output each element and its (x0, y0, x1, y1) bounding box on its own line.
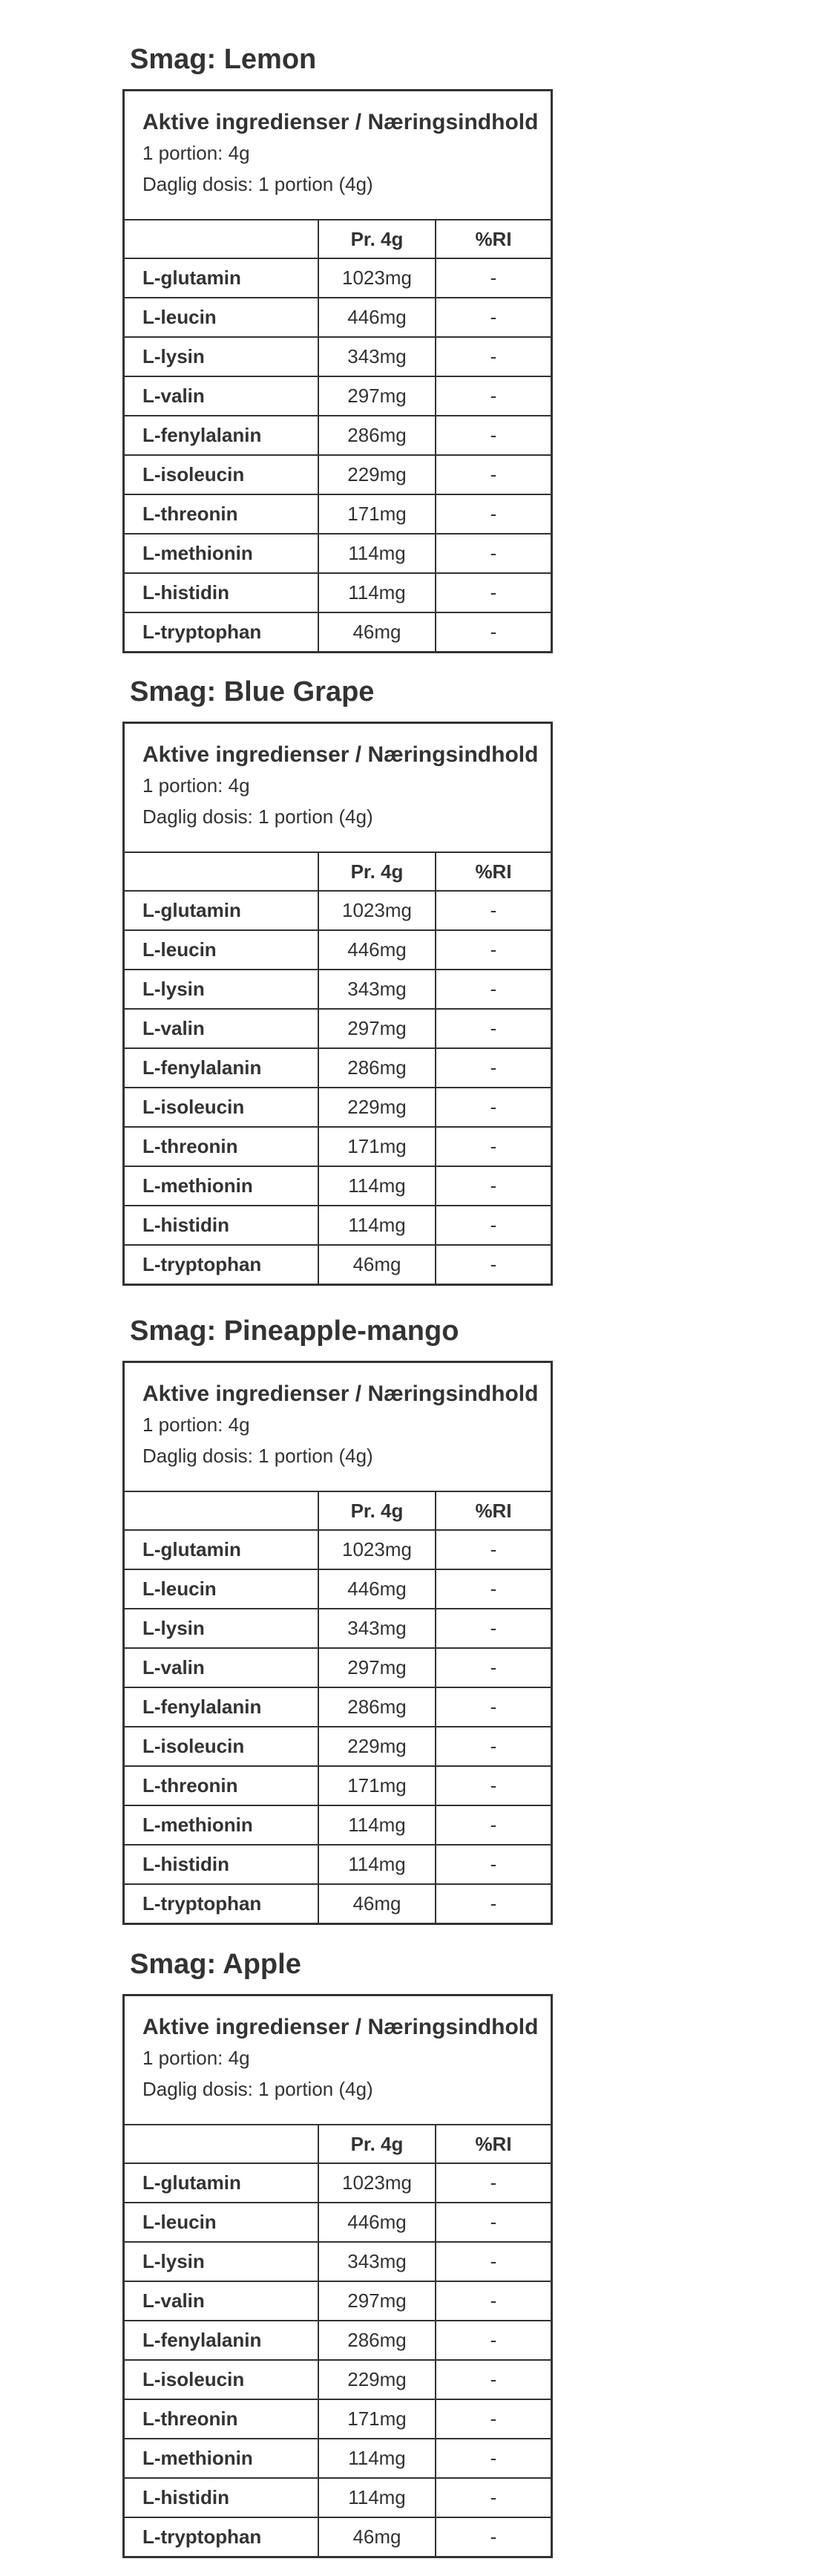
ingredient-ri: - (490, 1578, 497, 1600)
table-row (125, 572, 551, 612)
ingredient-ri: - (490, 2250, 497, 2272)
table-header (125, 724, 551, 851)
ingredient-ri: - (490, 1056, 497, 1079)
column-header-ri: %RI (475, 1499, 512, 1522)
table-row (125, 1687, 551, 1726)
table-row (125, 2359, 551, 2399)
ingredient-ri: - (490, 306, 497, 328)
ingredient-ri: - (490, 503, 497, 525)
table-row (125, 1805, 551, 1844)
table-row (125, 1765, 551, 1805)
ingredient-amount: 171mg (319, 1128, 436, 1166)
ingredient-name: L-lysin (125, 970, 319, 1008)
ingredient-name: L-leucin (125, 1570, 319, 1608)
ingredient-amount: 46mg (319, 1885, 436, 1923)
ingredient-ri: - (490, 2486, 497, 2508)
daily-dose: Daglig dosis: 1 portion (4g) (142, 2078, 373, 2100)
ingredient-amount: 1023mg (319, 892, 436, 929)
ingredient-name: L-threonin (125, 2400, 319, 2438)
table-header (125, 1996, 551, 2124)
table-header (125, 1363, 551, 1491)
table-row (125, 890, 551, 929)
table-heading: Aktive ingredienser / Næringsindhold (142, 1382, 539, 1406)
ingredient-ri: - (490, 1735, 497, 1757)
table-row (125, 2477, 551, 2517)
table-row (125, 612, 551, 651)
table-row (125, 1647, 551, 1687)
nutrition-table (122, 722, 553, 1286)
ingredient-amount: 1023mg (319, 259, 436, 297)
ingredient-name: L-methionin (125, 2439, 319, 2477)
ingredient-amount: 446mg (319, 298, 436, 336)
ingredient-ri: - (490, 2526, 497, 2548)
ingredient-ri: - (490, 2289, 497, 2312)
ingredient-amount: 114mg (319, 1206, 436, 1244)
ingredient-ri: - (490, 581, 497, 604)
column-header-name (125, 2125, 319, 2163)
ingredient-name: L-histidin (125, 1206, 319, 1244)
flavor-title: Smag: Lemon (130, 44, 317, 75)
ingredient-amount: 229mg (319, 1727, 436, 1765)
table-row (125, 1726, 551, 1765)
table-row (125, 2320, 551, 2359)
column-header-name (125, 853, 319, 890)
table-row (125, 929, 551, 969)
ingredient-amount: 46mg (319, 2518, 436, 2556)
table-row (125, 1844, 551, 1883)
ingredient-amount: 297mg (319, 1010, 436, 1047)
ingredient-amount: 297mg (319, 2282, 436, 2320)
ingredient-amount: 286mg (319, 1049, 436, 1087)
table-row (125, 1608, 551, 1647)
column-header-amount: Pr. 4g (319, 220, 436, 258)
ingredient-name: L-glutamin (125, 892, 319, 929)
ingredient-name: L-isoleucin (125, 456, 319, 494)
table-row (125, 376, 551, 415)
ingredient-amount: 229mg (319, 456, 436, 494)
ingredient-name: L-lysin (125, 338, 319, 376)
ingredient-ri: - (490, 1617, 497, 1639)
table-row (125, 1244, 551, 1284)
table-heading: Aktive ingredienser / Næringsindhold (142, 2015, 539, 2039)
ingredient-ri: - (490, 1656, 497, 1678)
column-header-name (125, 1492, 319, 1529)
ingredient-name: L-methionin (125, 1167, 319, 1205)
ingredient-name: L-tryptophan (125, 613, 319, 651)
nutrition-table (122, 1994, 553, 2558)
table-row (125, 1047, 551, 1087)
ingredient-name: L-leucin (125, 2203, 319, 2241)
ingredient-amount: 286mg (319, 1688, 436, 1726)
ingredient-name: L-tryptophan (125, 1246, 319, 1284)
table-row (125, 2241, 551, 2281)
ingredient-ri: - (490, 2447, 497, 2469)
ingredient-ri: - (490, 1174, 497, 1197)
ingredient-ri: - (490, 1814, 497, 1836)
ingredient-ri: - (490, 1096, 497, 1118)
ingredient-amount: 171mg (319, 2400, 436, 2438)
ingredient-amount: 114mg (319, 1846, 436, 1883)
ingredient-name: L-methionin (125, 535, 319, 572)
ingredient-ri: - (490, 1853, 497, 1875)
ingredient-ri: - (490, 1253, 497, 1275)
ingredient-ri: - (490, 899, 497, 921)
ingredient-name: L-leucin (125, 298, 319, 336)
ingredient-name: L-leucin (125, 931, 319, 969)
ingredient-amount: 297mg (319, 1649, 436, 1687)
ingredient-ri: - (490, 1774, 497, 1797)
table-row (125, 2163, 551, 2202)
ingredient-amount: 343mg (319, 2243, 436, 2281)
table-row (125, 2399, 551, 2438)
flavor-title: Smag: Blue Grape (130, 676, 375, 707)
column-header-amount: Pr. 4g (319, 853, 436, 890)
ingredient-ri: - (490, 345, 497, 367)
portion-size: 1 portion: 4g (142, 1413, 250, 1436)
ingredient-ri: - (490, 1214, 497, 1236)
table-row (125, 1008, 551, 1047)
ingredient-name: L-threonin (125, 1767, 319, 1805)
ingredient-name: L-lysin (125, 1609, 319, 1647)
ingredient-ri: - (490, 2211, 497, 2233)
daily-dose: Daglig dosis: 1 portion (4g) (142, 805, 373, 828)
ingredient-amount: 343mg (319, 970, 436, 1008)
table-row (125, 1205, 551, 1244)
column-header-amount: Pr. 4g (319, 1492, 436, 1529)
column-header-ri: %RI (475, 2132, 512, 2155)
ingredient-name: L-methionin (125, 1806, 319, 1844)
table-heading: Aktive ingredienser / Næringsindhold (142, 742, 539, 767)
ingredient-name: L-valin (125, 1649, 319, 1687)
table-row (125, 297, 551, 336)
ingredient-name: L-fenylalanin (125, 1688, 319, 1726)
flavor-title: Smag: Pineapple-mango (130, 1315, 459, 1347)
ingredient-name: L-threonin (125, 1128, 319, 1166)
ingredient-name: L-isoleucin (125, 2361, 319, 2399)
daily-dose: Daglig dosis: 1 portion (4g) (142, 173, 373, 195)
ingredient-ri: - (490, 385, 497, 407)
ingredient-name: L-tryptophan (125, 2518, 319, 2556)
daily-dose: Daglig dosis: 1 portion (4g) (142, 1445, 373, 1467)
table-row (125, 1087, 551, 1126)
table-row (125, 2281, 551, 2320)
ingredient-name: L-glutamin (125, 2164, 319, 2202)
ingredient-ri: - (490, 542, 497, 564)
nutrition-table (122, 89, 553, 653)
portion-size: 1 portion: 4g (142, 774, 250, 797)
nutrition-table (122, 1361, 553, 1925)
ingredient-amount: 343mg (319, 338, 436, 376)
table-row (125, 1529, 551, 1569)
ingredient-amount: 114mg (319, 1806, 436, 1844)
ingredient-ri: - (490, 1538, 497, 1560)
ingredient-amount: 46mg (319, 613, 436, 651)
ingredient-name: L-histidin (125, 1846, 319, 1883)
table-row (125, 494, 551, 533)
table-row (125, 415, 551, 454)
ingredient-amount: 114mg (319, 2439, 436, 2477)
ingredient-amount: 343mg (319, 1609, 436, 1647)
table-row (125, 454, 551, 494)
ingredient-ri: - (490, 2329, 497, 2351)
table-row (125, 1166, 551, 1205)
ingredient-ri: - (490, 1696, 497, 1718)
table-row (125, 336, 551, 376)
ingredient-ri: - (490, 424, 497, 446)
column-header-amount: Pr. 4g (319, 2125, 436, 2163)
table-row (125, 2517, 551, 2556)
ingredient-ri: - (490, 1892, 497, 1915)
table-header (125, 91, 551, 219)
ingredient-amount: 171mg (319, 495, 436, 533)
ingredient-name: L-valin (125, 1010, 319, 1047)
column-header-name (125, 220, 319, 258)
ingredient-name: L-histidin (125, 2479, 319, 2517)
ingredient-amount: 114mg (319, 1167, 436, 1205)
ingredient-name: L-glutamin (125, 259, 319, 297)
table-row (125, 1569, 551, 1608)
ingredient-amount: 1023mg (319, 2164, 436, 2202)
ingredient-amount: 286mg (319, 416, 436, 454)
ingredient-ri: - (490, 2368, 497, 2390)
ingredient-amount: 1023mg (319, 1531, 436, 1569)
ingredient-name: L-fenylalanin (125, 416, 319, 454)
ingredient-amount: 114mg (319, 2479, 436, 2517)
ingredient-ri: - (490, 267, 497, 289)
ingredient-amount: 446mg (319, 2203, 436, 2241)
ingredient-amount: 446mg (319, 931, 436, 969)
portion-size: 1 portion: 4g (142, 2047, 250, 2069)
table-heading: Aktive ingredienser / Næringsindhold (142, 110, 539, 134)
ingredient-amount: 297mg (319, 377, 436, 415)
ingredient-name: L-fenylalanin (125, 1049, 319, 1087)
ingredient-amount: 46mg (319, 1246, 436, 1284)
ingredient-ri: - (490, 1017, 497, 1039)
table-row (125, 2438, 551, 2477)
ingredient-amount: 114mg (319, 574, 436, 612)
ingredient-name: L-valin (125, 2282, 319, 2320)
table-row (125, 258, 551, 297)
ingredient-amount: 286mg (319, 2321, 436, 2359)
ingredient-ri: - (490, 938, 497, 961)
ingredient-amount: 171mg (319, 1767, 436, 1805)
table-row (125, 969, 551, 1008)
column-header-row (125, 219, 551, 258)
table-row (125, 533, 551, 572)
ingredient-name: L-valin (125, 377, 319, 415)
flavor-title: Smag: Apple (130, 1949, 301, 1980)
column-header-row (125, 851, 551, 890)
ingredient-ri: - (490, 2171, 497, 2194)
ingredient-name: L-tryptophan (125, 1885, 319, 1923)
ingredient-name: L-isoleucin (125, 1088, 319, 1126)
ingredient-name: L-threonin (125, 495, 319, 533)
ingredient-ri: - (490, 1135, 497, 1157)
ingredient-ri: - (490, 2407, 497, 2430)
ingredient-amount: 229mg (319, 1088, 436, 1126)
column-header-row (125, 2124, 551, 2163)
ingredient-amount: 446mg (319, 1570, 436, 1608)
ingredient-ri: - (490, 978, 497, 1000)
ingredient-name: L-glutamin (125, 1531, 319, 1569)
ingredient-amount: 114mg (319, 535, 436, 572)
ingredient-ri: - (490, 621, 497, 643)
ingredient-name: L-lysin (125, 2243, 319, 2281)
ingredient-ri: - (490, 463, 497, 486)
table-row (125, 2202, 551, 2241)
table-row (125, 1883, 551, 1923)
ingredient-amount: 229mg (319, 2361, 436, 2399)
ingredient-name: L-fenylalanin (125, 2321, 319, 2359)
ingredient-name: L-isoleucin (125, 1727, 319, 1765)
column-header-ri: %RI (475, 860, 512, 883)
table-row (125, 1126, 551, 1166)
column-header-ri: %RI (475, 227, 512, 250)
column-header-row (125, 1491, 551, 1529)
ingredient-name: L-histidin (125, 574, 319, 612)
portion-size: 1 portion: 4g (142, 142, 250, 164)
